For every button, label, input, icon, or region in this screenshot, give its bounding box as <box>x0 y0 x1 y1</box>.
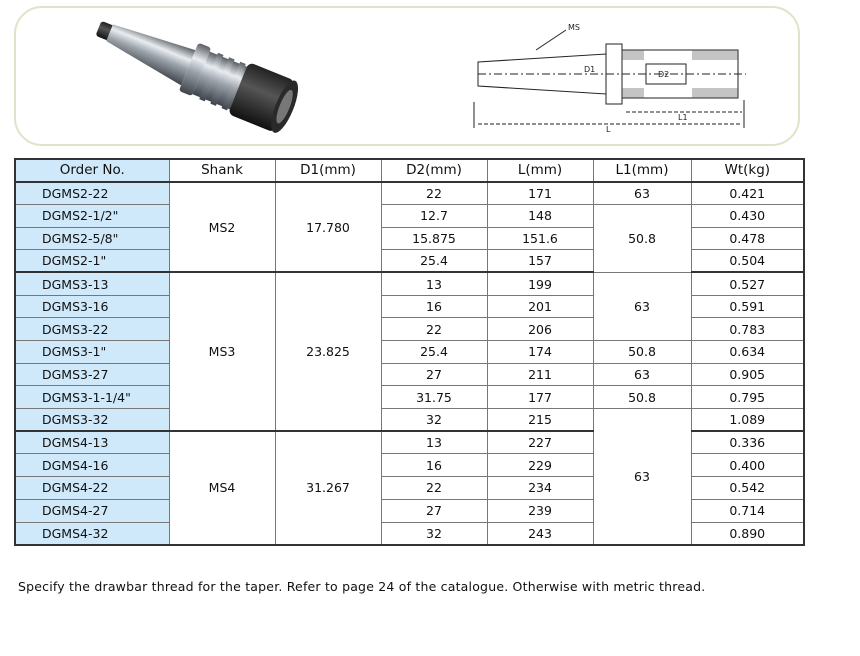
cell-d2: 13 <box>381 272 487 295</box>
cell-order-no: DGMS2-1" <box>15 250 169 273</box>
col-l1: L1(mm) <box>593 159 691 182</box>
cell-l: 199 <box>487 272 593 295</box>
col-order-no: Order No. <box>15 159 169 182</box>
cell-order-no: DGMS2-5/8" <box>15 227 169 250</box>
cell-l1: 63 <box>593 409 691 545</box>
cell-order-no: DGMS3-32 <box>15 409 169 432</box>
cell-wt: 0.795 <box>691 386 804 409</box>
cell-wt: 0.400 <box>691 454 804 477</box>
cell-wt: 0.591 <box>691 295 804 318</box>
cell-order-no: DGMS4-22 <box>15 477 169 500</box>
col-wt: Wt(kg) <box>691 159 804 182</box>
cell-d2: 22 <box>381 318 487 341</box>
product-figure-panel <box>14 6 800 146</box>
cell-order-no: DGMS4-16 <box>15 454 169 477</box>
cell-order-no: DGMS3-1-1/4" <box>15 386 169 409</box>
cell-d2: 27 <box>381 499 487 522</box>
cell-order-no: DGMS2-1/2" <box>15 204 169 227</box>
cell-order-no: DGMS3-1" <box>15 341 169 364</box>
cell-order-no: DGMS3-22 <box>15 318 169 341</box>
cell-l: 215 <box>487 409 593 432</box>
table-row <box>15 409 804 432</box>
cell-d1: 17.780 <box>275 182 381 273</box>
spec-table <box>14 158 805 546</box>
cell-l: 211 <box>487 363 593 386</box>
cell-l: 227 <box>487 431 593 454</box>
table-row <box>15 363 804 386</box>
table-row <box>15 204 804 227</box>
cell-d1: 31.267 <box>275 431 381 544</box>
cell-wt: 0.478 <box>691 227 804 250</box>
cell-l: 151.6 <box>487 227 593 250</box>
col-shank: Shank <box>169 159 275 182</box>
cell-shank: MS4 <box>169 431 275 544</box>
cell-order-no: DGMS4-13 <box>15 431 169 454</box>
cell-d2: 13 <box>381 431 487 454</box>
cell-d2: 16 <box>381 295 487 318</box>
cell-l: 157 <box>487 250 593 273</box>
cell-d2: 16 <box>381 454 487 477</box>
cell-l: 171 <box>487 182 593 205</box>
cell-d2: 22 <box>381 477 487 500</box>
cell-d2: 25.4 <box>381 341 487 364</box>
cell-d1: 23.825 <box>275 272 381 431</box>
cell-wt: 1.089 <box>691 409 804 432</box>
table-header-row <box>15 159 804 182</box>
cell-wt: 0.890 <box>691 522 804 545</box>
cell-wt: 0.634 <box>691 341 804 364</box>
cell-l1: 63 <box>593 182 691 205</box>
cell-wt: 0.783 <box>691 318 804 341</box>
cell-l: 239 <box>487 499 593 522</box>
cell-l: 206 <box>487 318 593 341</box>
cell-l: 177 <box>487 386 593 409</box>
label-ms: MS <box>568 23 580 32</box>
cell-order-no: DGMS4-27 <box>15 499 169 522</box>
cell-order-no: DGMS2-22 <box>15 182 169 205</box>
cell-d2: 27 <box>381 363 487 386</box>
cell-wt: 0.336 <box>691 431 804 454</box>
cell-d2: 31.75 <box>381 386 487 409</box>
label-l1: L1 <box>678 113 688 122</box>
cell-l: 234 <box>487 477 593 500</box>
table-row <box>15 341 804 364</box>
label-d2: D2 <box>658 70 670 79</box>
cell-wt: 0.527 <box>691 272 804 295</box>
tool-holder-photo <box>86 16 336 141</box>
cell-wt: 0.504 <box>691 250 804 273</box>
table-row <box>15 182 804 205</box>
table-row <box>15 386 804 409</box>
cell-d2: 32 <box>381 409 487 432</box>
cell-order-no: DGMS3-13 <box>15 272 169 295</box>
cell-d2: 22 <box>381 182 487 205</box>
cell-wt: 0.714 <box>691 499 804 522</box>
technical-drawing <box>456 20 756 138</box>
cell-shank: MS2 <box>169 182 275 273</box>
cell-l: 148 <box>487 204 593 227</box>
cell-wt: 0.542 <box>691 477 804 500</box>
cell-l1: 63 <box>593 272 691 340</box>
cell-d2: 32 <box>381 522 487 545</box>
cell-l: 243 <box>487 522 593 545</box>
cell-l: 174 <box>487 341 593 364</box>
cell-l1: 63 <box>593 363 691 386</box>
table-row <box>15 272 804 295</box>
col-d2: D2(mm) <box>381 159 487 182</box>
footnote: Specify the drawbar thread for the taper. Refer to page 24 of the catalogue. Otherwise with metric thread. <box>18 579 706 594</box>
cell-l1: 50.8 <box>593 204 691 272</box>
cell-shank: MS3 <box>169 272 275 431</box>
cell-d2: 15.875 <box>381 227 487 250</box>
cell-d2: 25.4 <box>381 250 487 273</box>
col-d1: D1(mm) <box>275 159 381 182</box>
cell-order-no: DGMS3-27 <box>15 363 169 386</box>
label-l: L <box>606 125 611 134</box>
cell-order-no: DGMS4-32 <box>15 522 169 545</box>
cell-l1: 50.8 <box>593 386 691 409</box>
cell-l: 229 <box>487 454 593 477</box>
cell-l1: 50.8 <box>593 341 691 364</box>
cell-d2: 12.7 <box>381 204 487 227</box>
cell-order-no: DGMS3-16 <box>15 295 169 318</box>
cell-wt: 0.905 <box>691 363 804 386</box>
cell-wt: 0.430 <box>691 204 804 227</box>
col-l: L(mm) <box>487 159 593 182</box>
cell-wt: 0.421 <box>691 182 804 205</box>
cell-l: 201 <box>487 295 593 318</box>
label-d1: D1 <box>584 65 596 74</box>
